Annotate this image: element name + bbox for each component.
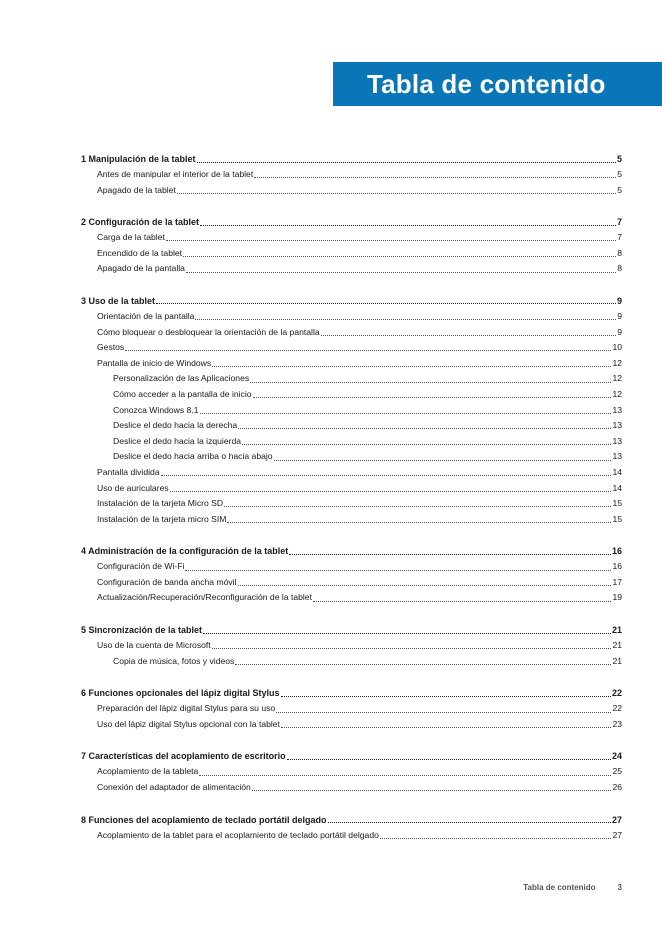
toc-section-entry[interactable] [81, 325, 622, 341]
dot-leader [313, 601, 611, 602]
toc-section-entry[interactable] [81, 387, 622, 403]
toc-entry-page: 13 [612, 420, 622, 431]
toc-entry-page: 26 [612, 782, 622, 793]
toc-chapter [81, 543, 622, 606]
toc-entry-page: 13 [612, 435, 622, 446]
dot-leader [161, 475, 612, 476]
toc-entry-title: Personalización de las Aplicaciones [113, 373, 250, 384]
dot-leader [185, 570, 611, 571]
toc-section-entry[interactable] [81, 183, 622, 199]
toc-entry-page: 16 [612, 561, 622, 572]
toc-section-entry[interactable] [81, 559, 622, 575]
toc-entry-title: Cómo acceder a la pantalla de inicio [113, 388, 252, 399]
toc-entry-page: 21 [612, 640, 622, 651]
dot-leader [203, 633, 611, 634]
toc-entry-title: Copia de música, fotos y videos [113, 655, 235, 666]
toc-entry-title: Acoplamiento de la tablet para el acoplamiento de teclado portátil delgado [97, 829, 379, 840]
toc-section-entry[interactable] [81, 575, 622, 591]
toc-section-entry[interactable] [81, 701, 622, 717]
dot-leader [166, 240, 616, 241]
toc-entry-page: 7 [617, 232, 622, 243]
toc-chapter-entry[interactable] [81, 151, 622, 167]
toc-section-entry[interactable] [81, 828, 622, 844]
toc-entry-page: 12 [612, 388, 622, 399]
toc-chapter-entry[interactable] [81, 214, 622, 230]
toc-entry-title: Uso de auriculares [97, 482, 169, 493]
toc-entry-title: Conexión del adaptador de alimentación [97, 782, 251, 793]
toc-entry-page: 14 [612, 466, 622, 477]
dot-leader [186, 272, 616, 273]
dot-leader [281, 727, 611, 728]
toc-entry-title: Pantalla de inicio de Windows [97, 357, 212, 368]
toc-section-entry[interactable] [81, 403, 622, 419]
dot-leader [250, 382, 611, 383]
toc-entry-page: 13 [612, 451, 622, 462]
toc-entry-title: Uso de la cuenta de Microsoft [97, 640, 211, 651]
toc-section-entry[interactable] [81, 434, 622, 450]
toc-entry-title: 1 Manipulación de la tablet [81, 154, 196, 164]
dot-leader [289, 554, 611, 555]
toc-entry-page: 15 [612, 513, 622, 524]
dot-leader [199, 775, 611, 776]
toc-chapter-entry[interactable] [81, 685, 622, 701]
footer-page-number: 3 [617, 883, 622, 892]
toc-entry-title: Instalación de la tarjeta micro SIM [97, 513, 227, 524]
toc-entry-page: 21 [612, 655, 622, 666]
toc-entry-title: Configuración de Wi-Fi [97, 561, 185, 572]
toc-section-entry[interactable] [81, 496, 622, 512]
toc-entry-title: 3 Uso de la tablet [81, 295, 156, 306]
toc-section-entry[interactable] [81, 638, 622, 654]
toc-entry-title: 5 Sincronización de la tablet [81, 625, 203, 636]
dot-leader [321, 335, 617, 336]
page-title-banner [333, 62, 662, 106]
dot-leader [212, 648, 612, 649]
toc-entry-page: 25 [612, 766, 622, 777]
toc-chapter [81, 214, 622, 277]
toc-entry-page: 17 [612, 576, 622, 587]
toc-entry-title: Encendido de la tablet [97, 247, 183, 258]
dot-leader [125, 350, 611, 351]
toc-entry-page: 22 [612, 703, 622, 714]
toc-chapter-entry[interactable] [81, 622, 622, 638]
toc-entry-title: Deslice el dedo hacia arriba o hacia abajo [113, 451, 273, 462]
toc-entry-title: 2 Configuración de la tablet [81, 217, 200, 228]
toc-entry-title: Apagado de la pantalla [97, 263, 185, 274]
dot-leader [328, 822, 611, 823]
toc-section-entry[interactable] [81, 230, 622, 246]
toc-entry-page: 19 [612, 592, 622, 603]
toc-entry-title: Cómo bloquear o desbloquear la orientación de la pantalla [97, 326, 320, 337]
toc-entry-page: 8 [617, 263, 622, 274]
toc-entry-page: 12 [612, 373, 622, 384]
toc-section-entry[interactable] [81, 309, 622, 325]
toc-entry-page: 15 [612, 498, 622, 509]
toc-entry-page: 5 [616, 154, 622, 164]
toc-entry-title: Pantalla dividida [97, 466, 160, 477]
toc-entry-title: Deslice el dedo hacia la izquierda [113, 435, 242, 446]
toc-chapter-entry[interactable] [81, 293, 622, 309]
toc-entry-page: 14 [612, 482, 622, 493]
toc-entry-page: 24 [611, 751, 622, 762]
toc-section-entry[interactable] [81, 481, 622, 497]
toc-section-entry[interactable] [81, 340, 622, 356]
toc-section-entry[interactable] [81, 449, 622, 465]
toc-entry-title: 8 Funciones del acoplamiento de teclado portátil delgado [81, 814, 327, 825]
dot-leader [200, 225, 616, 226]
toc-section-entry[interactable] [81, 371, 622, 387]
toc-entry-page: 9 [617, 310, 622, 321]
toc-entry-page: 16 [611, 546, 622, 557]
toc-entry-page: 9 [617, 326, 622, 337]
toc-section-entry[interactable] [81, 246, 622, 262]
dot-leader [235, 664, 611, 665]
toc-entry-title: Carga de la tablet [97, 232, 165, 243]
dot-leader [195, 319, 616, 320]
table-of-contents [81, 151, 622, 859]
toc-entry-title: 6 Funciones opcionales del lápiz digital Stylus [81, 688, 280, 699]
toc-chapter-entry[interactable] [81, 748, 622, 764]
toc-entry-title: Antes de manipular el interior de la tablet [97, 169, 254, 179]
toc-section-entry[interactable] [81, 764, 622, 780]
dot-leader [281, 696, 611, 697]
toc-section-entry[interactable] [81, 261, 622, 277]
toc-entry-title: Apagado de la tablet [97, 184, 176, 195]
toc-chapter [81, 622, 622, 669]
toc-entry-title: Instalación de la tarjeta Micro SD [97, 498, 224, 509]
toc-section-entry[interactable] [81, 590, 622, 606]
toc-chapter [81, 748, 622, 795]
dot-leader [274, 460, 612, 461]
toc-entry-page: 27 [612, 829, 622, 840]
page-title: Tabla de contenido [367, 68, 606, 99]
toc-chapter-entry[interactable] [81, 543, 622, 559]
toc-entry-title: Actualización/Recuperación/Reconfiguración de la tablet [97, 592, 312, 603]
dot-leader [238, 428, 611, 429]
dot-leader [183, 256, 616, 257]
toc-entry-page: 10 [612, 342, 622, 353]
dot-leader [254, 177, 616, 178]
dot-leader [253, 397, 612, 398]
dot-leader [200, 413, 612, 414]
toc-entry-page: 7 [616, 217, 622, 228]
toc-section-entry[interactable] [81, 780, 622, 796]
toc-entry-page: 13 [612, 404, 622, 415]
toc-entry-title: Preparación del lápiz digital Stylus para su uso [97, 703, 276, 714]
toc-entry-title: Gestos [97, 342, 125, 353]
toc-section-entry[interactable] [81, 418, 622, 434]
dot-leader [170, 491, 612, 492]
toc-entry-page: 27 [611, 814, 622, 825]
toc-entry-title: Deslice el dedo hacia la derecha [113, 420, 238, 431]
dot-leader [276, 712, 611, 713]
dot-leader [287, 759, 611, 760]
toc-chapter [81, 812, 622, 844]
toc-entry-page: 22 [611, 688, 622, 699]
toc-section-entry[interactable] [81, 717, 622, 733]
toc-section-entry[interactable] [81, 356, 622, 372]
toc-entry-page: 21 [611, 625, 622, 636]
toc-entry-title: Conozca Windows 8.1 [113, 404, 199, 415]
dot-leader [224, 506, 611, 507]
toc-entry-page: 5 [617, 184, 622, 195]
dot-leader [177, 193, 616, 194]
dot-leader [380, 838, 612, 839]
toc-section-entry[interactable] [81, 512, 622, 528]
dot-leader [227, 522, 611, 523]
dot-leader [242, 444, 611, 445]
toc-entry-title: Acoplamiento de la tableta [97, 766, 199, 777]
toc-entry-page: 23 [612, 718, 622, 729]
toc-entry-page: 8 [617, 247, 622, 258]
toc-chapter-entry[interactable] [81, 812, 622, 828]
dot-leader [156, 303, 616, 304]
toc-entry-title: Configuración de banda ancha móvil [97, 576, 237, 587]
toc-entry-title: Orientación de la pantalla [97, 310, 195, 321]
dot-leader [197, 162, 616, 163]
toc-entry-title: Uso del lápiz digital Stylus opcional con la tablet [97, 718, 280, 729]
footer-title: Tabla de contenido [523, 883, 596, 892]
toc-entry-page: 12 [612, 357, 622, 368]
toc-section-entry[interactable] [81, 167, 622, 183]
dot-leader [252, 790, 612, 791]
toc-section-entry[interactable] [81, 465, 622, 481]
toc-chapter [81, 151, 622, 198]
dot-leader [238, 585, 612, 586]
toc-chapter [81, 685, 622, 732]
toc-section-entry[interactable] [81, 654, 622, 670]
toc-entry-title: 4 Administración de la configuración de la tablet [81, 546, 289, 557]
toc-entry-title: 7 Características del acoplamiento de escritorio [81, 751, 286, 762]
dot-leader [212, 366, 611, 367]
toc-entry-page: 5 [617, 169, 622, 179]
toc-entry-page: 9 [616, 295, 622, 306]
toc-chapter [81, 293, 622, 527]
page-footer [440, 883, 622, 892]
